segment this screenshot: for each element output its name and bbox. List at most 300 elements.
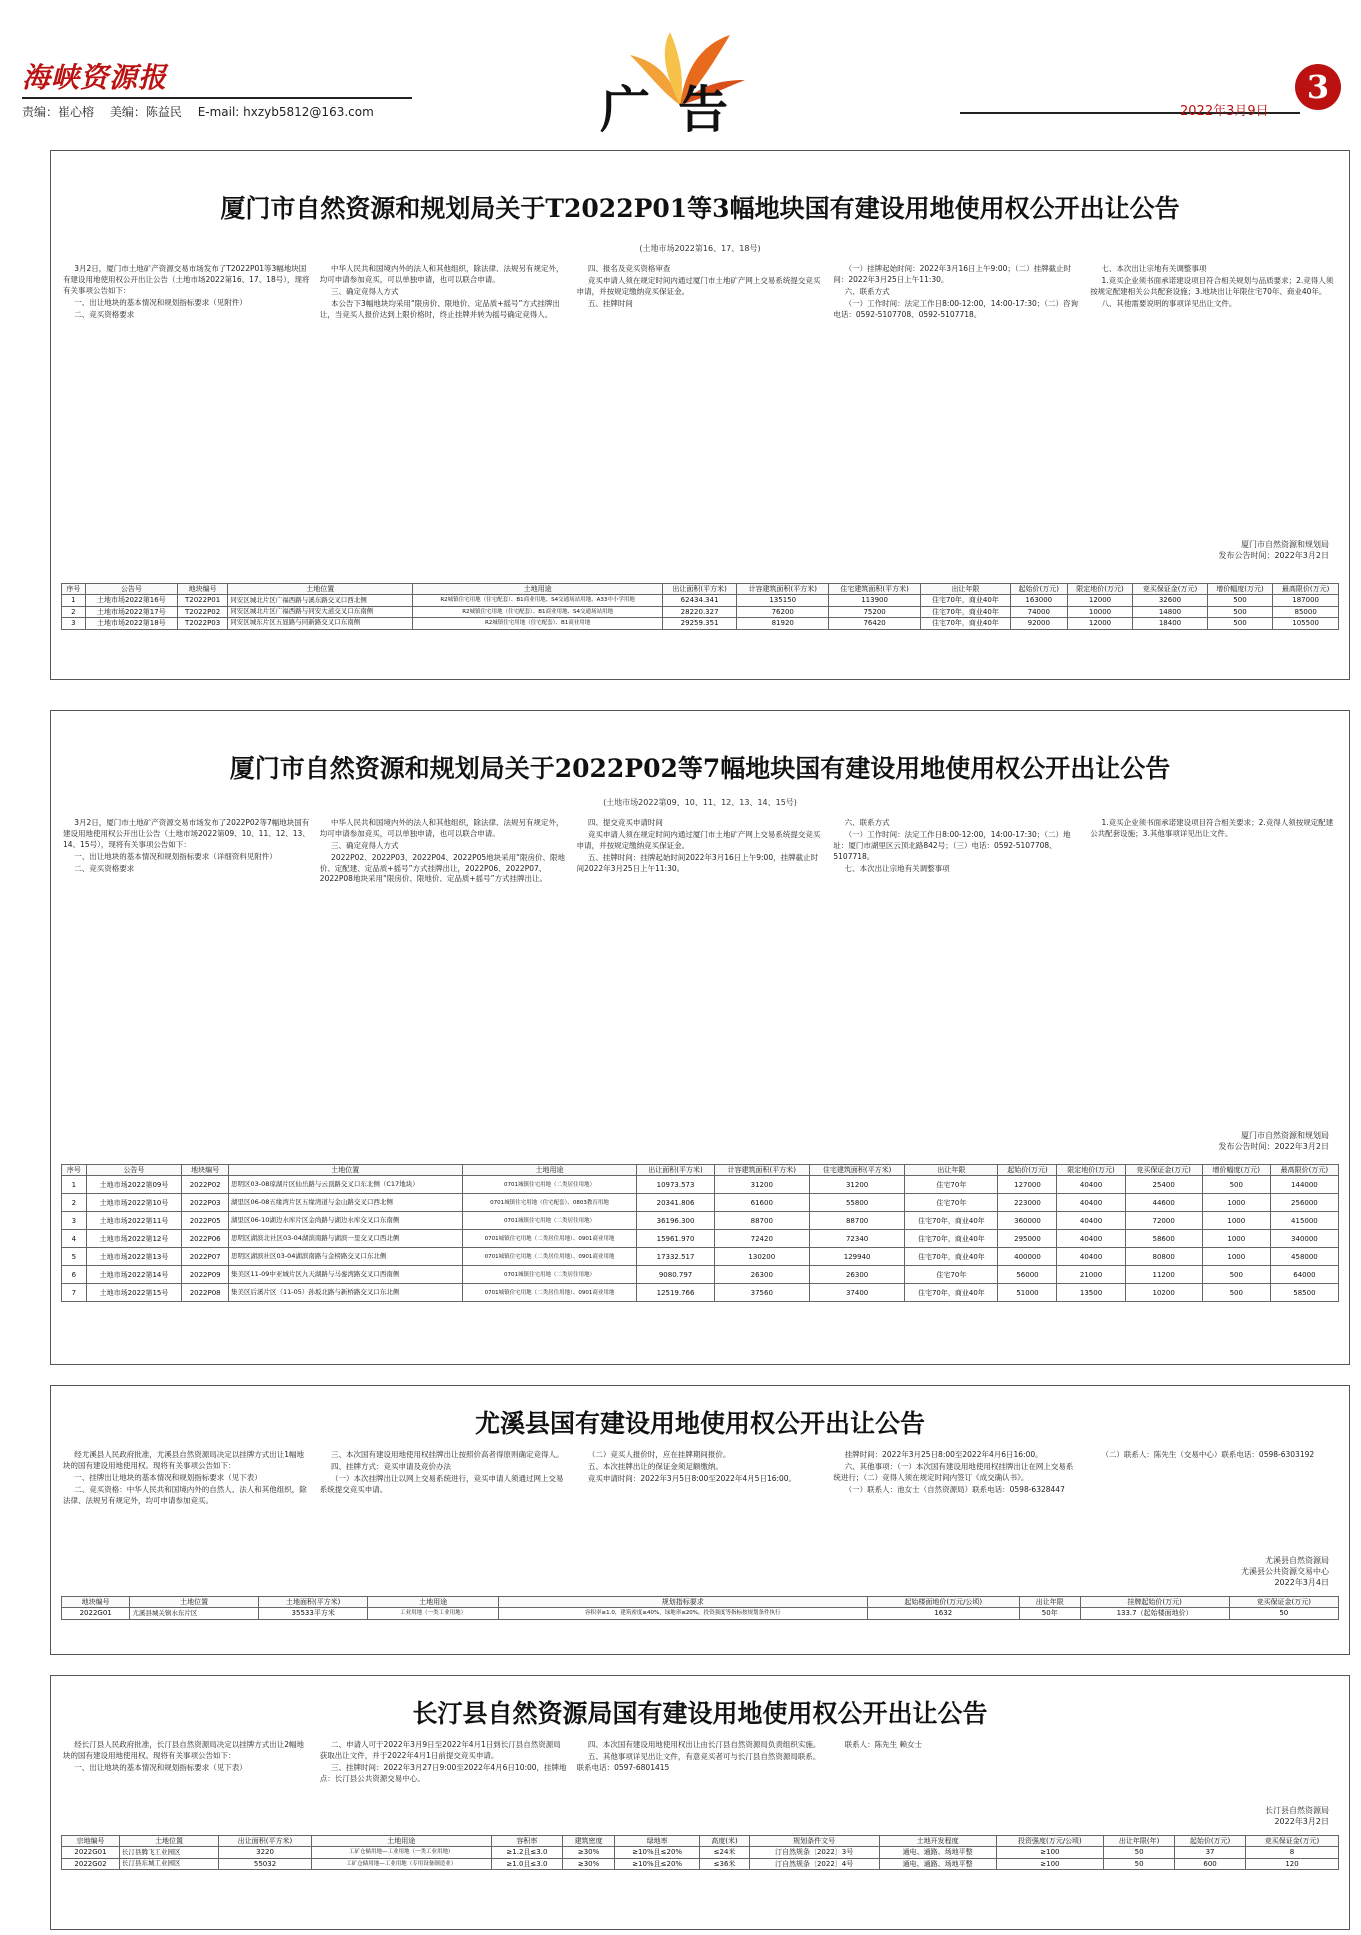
table-cell: 15961.970: [637, 1230, 714, 1248]
table-cell: 住宅70年: [905, 1266, 998, 1284]
column-header: 出让年限: [1019, 1597, 1080, 1608]
table-cell: 500: [1202, 1284, 1270, 1302]
masthead: [0, 0, 1361, 139]
paragraph: 本公告下3幅地块均采用“限房价、限地价、定品质+摇号”方式挂牌出让，当竞买人报价达到上限价格时，终止挂牌并转为摇号确定竞得人。: [319, 298, 560, 319]
paragraph: 竞买申请人须在规定时间内通过厦门市土地矿产网上交易系统提交竞买申请，并按规定缴纳竞买保证金。: [576, 829, 821, 850]
table-row: [62, 595, 1339, 606]
column-header: 高度(米): [700, 1836, 749, 1847]
table-cell: 415000: [1270, 1212, 1338, 1230]
table-cell: 土地市场2022第15号: [86, 1284, 182, 1302]
column-header: 地块编号: [62, 1597, 130, 1608]
table-cell: 思明区湖滨北社区03-04湖滨南路与湖滨一里交叉口西北侧: [229, 1230, 463, 1248]
sign-date: 2022年3月4日: [1274, 1578, 1329, 1587]
table-cell: 76420: [829, 618, 921, 629]
table-cell: 56000: [998, 1266, 1057, 1284]
table-cell: 同安区城北片区广福西路与同安大道交叉口东南侧: [228, 606, 413, 617]
column-header: 起始楼面地价(万元/公顷): [867, 1597, 1019, 1608]
column-header: 计容建筑面积(平方米): [714, 1165, 809, 1176]
credits: [22, 103, 386, 120]
table-cell: 37400: [809, 1284, 904, 1302]
text-column: [833, 1450, 1080, 1600]
table-cell: 458000: [1270, 1248, 1338, 1266]
table-cell: 工矿仓储用地—工业用地（专用设备制造业）: [311, 1858, 491, 1869]
table-cell: 32600: [1133, 595, 1207, 606]
column-header: 计容建筑面积(平方米): [737, 584, 829, 595]
table-cell: 37560: [714, 1284, 809, 1302]
text-column: [833, 818, 1080, 1148]
paragraph: （一）工作时间：法定工作日8:00-12:00，14:00-17:30；（二）地址：厦门市湖里区云顶北路842号；（三）电话：0592-5107708、5107718。: [833, 829, 1071, 861]
text-column: [577, 1740, 824, 1835]
table-cell: 76200: [737, 606, 829, 617]
paragraph: 七、本次出让宗地有关调整事项: [1101, 264, 1207, 273]
paragraph: （一）联系人：池女士（自然资源局）联系电话：0598-6328447: [844, 1484, 1065, 1494]
paragraph: 五、挂牌时间：挂牌起始时间2022年3月16日上午9:00，挂牌截止时间2022年3月25日上午11:30。: [576, 852, 819, 873]
paragraph: 二、竞买资格：中华人民共和国境内外的自然人、法人和其他组织，除法律、法规另有规定外，均可申请参加竞买。: [63, 1484, 307, 1505]
table-cell: 土地市场2022第09号: [86, 1176, 182, 1194]
table-cell: 住宅70年，商业40年: [905, 1230, 998, 1248]
table-cell: 集美区11-09中亚城片区九天湖路与马銮湾路交叉口西南侧: [229, 1266, 463, 1284]
paragraph: 二、竞买资格要求: [74, 863, 135, 873]
table-cell: 住宅70年，商业40年: [921, 618, 1011, 629]
table-cell: 50: [1229, 1608, 1338, 1619]
table-row: [62, 1176, 1339, 1194]
table-cell: 12000: [1067, 595, 1133, 606]
table-cell: 18400: [1133, 618, 1207, 629]
table-cell: T2022P02: [177, 606, 227, 617]
paragraph: 一、挂牌出让地块的基本情况和规划指标要求（见下表）: [74, 1472, 262, 1482]
table-cell: R2城镇住宅用地（住宅配套）、B1商业用地、S4交通场站用地、A33中小学用地: [413, 595, 663, 606]
table-cell: 44600: [1125, 1194, 1202, 1212]
notice-youxi: [50, 1385, 1350, 1655]
table-cell: 0701城镇住宅用地（二类居住用地）: [462, 1266, 637, 1284]
table-cell: 3220: [219, 1847, 312, 1858]
table-cell: 29259.351: [662, 618, 736, 629]
table-cell: 通电、通路、场地平整: [879, 1858, 996, 1869]
table-cell: 土地市场2022第10号: [86, 1194, 182, 1212]
paragraph: 六、联系方式: [844, 818, 890, 827]
paragraph: 三、确定竞得人方式: [331, 840, 399, 850]
table-cell: 400000: [998, 1248, 1057, 1266]
table-cell: 340000: [1270, 1230, 1338, 1248]
paragraph: 五、其他事项详见出让文件，有意竞买者可与长汀县自然资源局联系。联系电话：0597-6801415: [576, 1751, 821, 1772]
table-cell: 0701城镇住宅用地（二类居住用地）、0901商业用地: [462, 1284, 637, 1302]
table-cell: 2022G02: [62, 1858, 120, 1869]
column-header: 规划指标要求: [498, 1597, 867, 1608]
table-cell: 37: [1175, 1847, 1246, 1858]
column-header: 土地位置: [229, 1165, 463, 1176]
column-header: 土地用途: [311, 1836, 491, 1847]
column-header: 最高限价(万元): [1273, 584, 1339, 595]
table-cell: 1: [62, 595, 86, 606]
table-cell: 汀自然规条〔2022〕3号: [749, 1847, 879, 1858]
table-cell: ≥1.2且≤3.0: [491, 1847, 563, 1858]
paragraph: 四、报名及竞买资格审查: [587, 264, 671, 273]
notice-title: 厦门市自然资源和规划局关于2022P02等7幅地块国有建设用地使用权公开出让公告: [229, 754, 1171, 783]
table-cell: ≥100: [996, 1858, 1103, 1869]
text-column: [63, 1740, 310, 1835]
text-column: [63, 1450, 310, 1600]
column-header: 建筑密度: [563, 1836, 615, 1847]
table-cell: 汀自然规条〔2022〕4号: [749, 1858, 879, 1869]
table-cell: 80800: [1125, 1248, 1202, 1266]
table-cell: 64000: [1270, 1266, 1338, 1284]
table-cell: 4: [62, 1230, 87, 1248]
table-cell: ≥1.0且≤3.0: [491, 1858, 563, 1869]
table-cell: 61600: [714, 1194, 809, 1212]
text-column: [577, 264, 824, 549]
parcel-table: [61, 1164, 1339, 1302]
paragraph: 二、竞买资格要求: [74, 309, 135, 319]
table-cell: 土地市场2022第16号: [85, 595, 177, 606]
table-cell: 223000: [998, 1194, 1057, 1212]
column-header: 最高限价(万元): [1270, 1165, 1338, 1176]
paragraph: 四、本次国有建设用地使用权出让由长汀县自然资源局负责组织实施。: [587, 1740, 821, 1749]
table-cell: 2: [62, 1194, 87, 1212]
table-cell: 0701城镇住宅用地（二类居住用地）、0901商业用地: [462, 1248, 637, 1266]
column-header: 起始价(万元): [1010, 584, 1067, 595]
table-cell: 湖里区06-10湖边水库片区金尚路与湖边水库交叉口东南侧: [229, 1212, 463, 1230]
table-cell: 26300: [714, 1266, 809, 1284]
column-header: 起始价(万元): [1175, 1836, 1246, 1847]
paragraph: 联系人：陈先生 赖女士: [844, 1740, 923, 1749]
table-row: [62, 1266, 1339, 1284]
notice-title: 厦门市自然资源和规划局关于T2022P01等3幅地块国有建设用地使用权公开出让公告: [220, 194, 1180, 223]
column-header: 住宅建筑面积(平方米): [809, 1165, 904, 1176]
paragraph: 2022P02、2022P03、2022P04、2022P05地块采用“限房价、限地价、定配建、定品质+摇号”方式挂牌出让，2022P06、2022P07、2022P08地块采用“限房价、限地价、定品质+摇号”方式挂牌出让。: [319, 852, 566, 884]
column-header: 竞买保证金(万元): [1133, 584, 1207, 595]
text-column: [1090, 818, 1337, 1148]
table-cell: ≥30%: [563, 1847, 615, 1858]
table-cell: 62434.341: [662, 595, 736, 606]
table-cell: 工业用地（一类工业用地）: [368, 1608, 499, 1619]
table-cell: 50: [1104, 1858, 1175, 1869]
table-cell: 土地市场2022第12号: [86, 1230, 182, 1248]
table-cell: 55032: [219, 1858, 312, 1869]
table-cell: 住宅70年，商业40年: [905, 1284, 998, 1302]
paragraph: 一、出让地块的基本情况和规划指标要求（详细资料见附件）: [74, 851, 277, 861]
notice-xiamen-2022p02: [50, 710, 1350, 1365]
paragraph: 三、本次国有建设用地使用权挂牌出让按照价高者得原则确定竞得人。: [331, 1450, 564, 1459]
table-cell: 133.7（起始楼面地价）: [1080, 1608, 1229, 1619]
table-cell: 14800: [1133, 606, 1207, 617]
table-row: [62, 606, 1339, 617]
table-row: [62, 1230, 1339, 1248]
table-cell: 0701城镇住宅用地（二类居住用地）: [462, 1176, 637, 1194]
notice-body: [51, 1740, 1349, 1835]
column-header: 序号: [62, 1165, 87, 1176]
table-cell: 2022P03: [182, 1194, 229, 1212]
table-cell: 思明区湖滨社区03-04湖滨南路与金榜路交叉口东北侧: [229, 1248, 463, 1266]
issue-date: 2022年3月9日: [1180, 104, 1269, 119]
editor-credit: 责编：崔心榕: [22, 105, 95, 119]
text-column: [833, 1740, 1080, 1835]
table-cell: 住宅70年，商业40年: [905, 1212, 998, 1230]
text-column: [320, 1740, 567, 1835]
parcel-table: [61, 1835, 1339, 1870]
notice-body: [51, 1450, 1349, 1600]
table-cell: 10200: [1125, 1284, 1202, 1302]
paragraph: 三、挂牌时间：2022年3月27日9:00至2022年4月6日10:00，挂牌地点：长汀县公共资源交易中心。: [319, 1762, 567, 1783]
table-cell: ≥100: [996, 1847, 1103, 1858]
table-cell: 11200: [1125, 1266, 1202, 1284]
table-cell: 同安区城东片区五显路与同新路交叉口东南侧: [228, 618, 413, 629]
column-header: 土地位置: [120, 1836, 219, 1847]
table-cell: 13500: [1057, 1284, 1125, 1302]
table-cell: 88700: [714, 1212, 809, 1230]
column-header: 地块编号: [177, 584, 227, 595]
column-header: 宗地编号: [62, 1836, 120, 1847]
paragraph: 五、挂牌时间: [587, 298, 633, 308]
table-cell: 住宅70年，商业40年: [921, 595, 1011, 606]
paragraph: 竞买申请人须在规定时间内通过厦门市土地矿产网上交易系统提交竞买申请，并按规定缴纳竞买保证金。: [576, 275, 821, 296]
paragraph: （二）联系人：陈先生（交易中心）联系电话：0598-6303192: [1101, 1450, 1315, 1459]
paragraph: 挂牌时间：2022年3月25日8:00至2022年4月6日16:00。: [844, 1450, 1043, 1459]
table-cell: 500: [1207, 595, 1273, 606]
table-cell: 74000: [1010, 606, 1067, 617]
parcel-table: [61, 583, 1339, 630]
table-cell: 55800: [809, 1194, 904, 1212]
text-column: [63, 264, 310, 549]
column-header: 地块编号: [182, 1165, 229, 1176]
column-header: 土地用途: [413, 584, 663, 595]
paragraph: 四、挂牌方式：竞买申请及竞价办法: [331, 1461, 452, 1471]
table-cell: 113900: [829, 595, 921, 606]
table-cell: 通电、通路、场地平整: [879, 1847, 996, 1858]
table-cell: 7: [62, 1284, 87, 1302]
table-cell: 21000: [1057, 1266, 1125, 1284]
page-number: 3: [1295, 64, 1341, 110]
text-column: [577, 1450, 824, 1600]
table-cell: 31200: [714, 1176, 809, 1194]
table-cell: 2022P05: [182, 1212, 229, 1230]
table-row: [62, 1608, 1339, 1619]
table-cell: ≥10%且≤20%: [614, 1858, 700, 1869]
table-cell: 0701城镇住宅用地（二类居住用地）: [462, 1212, 637, 1230]
table-cell: 2022P08: [182, 1284, 229, 1302]
notice-body: [51, 818, 1349, 1148]
table-cell: 容积率≥1.0，建筑密度≥40%，绿地率≤20%，投资强度等指标按规划条件执行: [498, 1608, 867, 1619]
column-header: 出让年限: [921, 584, 1011, 595]
table-cell: 湖里区06-08五缘湾片区五缘湾道与金山路交叉口西北侧: [229, 1194, 463, 1212]
table-cell: 72000: [1125, 1212, 1202, 1230]
text-column: [320, 264, 567, 549]
column-header: 竞买保证金(万元): [1229, 1597, 1338, 1608]
column-header: 增价幅度(万元): [1202, 1165, 1270, 1176]
table-cell: 2022P07: [182, 1248, 229, 1266]
paragraph: （一）本次挂牌出让以网上交易系统进行，竞买申请人须通过网上交易系统提交竞买申请。: [319, 1473, 564, 1494]
notice-subtitle: (土地市场2022第16、17、18号): [639, 244, 761, 253]
table-cell: 土地市场2022第18号: [85, 618, 177, 629]
sign-date: 2022年3月2日: [1274, 1817, 1329, 1826]
column-header: 绿地率: [614, 1836, 700, 1847]
column-header: 出让面积(平方米): [662, 584, 736, 595]
table-cell: 17332.517: [637, 1248, 714, 1266]
table-cell: T2022P03: [177, 618, 227, 629]
divider: [22, 97, 412, 99]
table-cell: 72420: [714, 1230, 809, 1248]
table-row: [62, 1212, 1339, 1230]
paragraph: （一）挂牌起始时间：2022年3月16日上午9:00；（二）挂牌截止时间：2022年3月25日上午11:30。: [833, 264, 1072, 284]
table-cell: 2022P09: [182, 1266, 229, 1284]
table-cell: 600: [1175, 1858, 1246, 1869]
table-cell: 256000: [1270, 1194, 1338, 1212]
table-cell: 8: [1246, 1847, 1339, 1858]
paragraph: 六、其他事项：（一）本次国有建设用地使用权挂牌出让在网上交易系统进行；（二）竞得人须在规定时间内签订《成交确认书》。: [833, 1461, 1074, 1482]
sign-date: 发布公告时间：2022年3月2日: [1218, 551, 1329, 560]
column-header: 公告号: [86, 1165, 182, 1176]
table-cell: 思明区03-08琼湖片区仙岳路与云顶路交叉口东北侧（C17地块）: [229, 1176, 463, 1194]
table-cell: 2022G01: [62, 1847, 120, 1858]
paragraph: 中华人民共和国境内外的法人和其他组织，除法律、法规另有规定外，均可申请参加竞买，可以单独申请，也可以联合申请。: [319, 818, 564, 838]
paragraph: （一）工作时间：法定工作日8:00-12:00，14:00-17:30；（二）咨询电话：0592-5107708、0592-5107718。: [833, 298, 1078, 319]
table-row: [62, 618, 1339, 629]
table-cell: 2022P02: [182, 1176, 229, 1194]
column-header: 出让年限(年): [1104, 1836, 1175, 1847]
table-cell: 10000: [1067, 606, 1133, 617]
column-header: 出让年限: [905, 1165, 998, 1176]
table-cell: 工矿仓储用地—工业用地（一类工业用地）: [311, 1847, 491, 1858]
table-cell: 5: [62, 1248, 87, 1266]
table-row: [62, 1847, 1339, 1858]
paragraph: 3月2日，厦门市土地矿产资源交易市场发布了T2022P01等3幅地块国有建设用地使用权公开出让公告（土地市场2022第16、17、18号），现将有关事项公告如下：: [63, 264, 310, 295]
column-header: 限定地价(万元): [1057, 1165, 1125, 1176]
paragraph: 1.竞买企业须书面承诺建设项目符合相关规划与品质要求；2.竞得人须按规定配建相关公共配套设施；3.地块出让年限住宅70年、商业40年。: [1090, 275, 1334, 296]
table-cell: 92000: [1010, 618, 1067, 629]
text-column: [320, 818, 567, 1148]
table-cell: 1000: [1202, 1248, 1270, 1266]
table-cell: 3: [62, 1212, 87, 1230]
table-cell: 12519.766: [637, 1284, 714, 1302]
table-cell: 40400: [1057, 1176, 1125, 1194]
table-cell: 81920: [737, 618, 829, 629]
table-cell: ≥10%且≤20%: [614, 1847, 700, 1858]
table-cell: 0701城镇住宅用地（二类居住用地）、0901商业用地: [462, 1230, 637, 1248]
table-cell: 36196.300: [637, 1212, 714, 1230]
table-cell: 2022P06: [182, 1230, 229, 1248]
paragraph: 中华人民共和国境内外的法人和其他组织，除法律、法规另有规定外，均可申请参加竞买，可以单独申请，也可以联合申请。: [319, 264, 564, 284]
table-cell: 1000: [1202, 1212, 1270, 1230]
column-header: 公告号: [85, 584, 177, 595]
column-header: 土地位置: [228, 584, 413, 595]
table-row: [62, 1858, 1339, 1869]
section-title: 广告: [600, 80, 756, 139]
table-cell: 500: [1202, 1266, 1270, 1284]
column-header: 起始价(万元): [998, 1165, 1057, 1176]
table-cell: 集美区后溪片区（11-05）孙坂北路与新桥路交叉口东北侧: [229, 1284, 463, 1302]
column-header: 土地用途: [462, 1165, 637, 1176]
signer: 厦门市自然资源和规划局: [1241, 540, 1329, 549]
notice-body: [51, 264, 1349, 549]
signer: 尤溪县公共资源交易中心: [1241, 1567, 1329, 1576]
text-column: [320, 1450, 567, 1600]
paragraph: 经长汀县人民政府批准，长汀县自然资源局决定以挂牌方式出让2幅地块的国有建设用地使用权。现将有关事项公告如下：: [63, 1740, 305, 1760]
paragraph: 八、其他需要说明的事项详见出让文件。: [1101, 298, 1237, 308]
table-cell: 土地市场2022第11号: [86, 1212, 182, 1230]
table-cell: 31200: [809, 1176, 904, 1194]
table-cell: 2022G01: [62, 1608, 130, 1619]
table-cell: 住宅70年: [905, 1194, 998, 1212]
table-cell: ≥30%: [563, 1858, 615, 1869]
table-cell: 295000: [998, 1230, 1057, 1248]
column-header: 规划条件文号: [749, 1836, 879, 1847]
table-cell: 58500: [1270, 1284, 1338, 1302]
table-cell: 40400: [1057, 1194, 1125, 1212]
paragraph: 一、出让地块的基本情况和规划指标要求（见附件）: [74, 297, 247, 307]
notice-subtitle: (土地市场2022第09、10、11、12、13、14、15号): [603, 798, 797, 807]
paragraph: 经尤溪县人民政府批准，尤溪县自然资源局决定以挂牌方式出让1幅地块的国有建设用地使用权。现将有关事项公告如下：: [63, 1450, 305, 1470]
table-row: [62, 1194, 1339, 1212]
column-header: 投资强度(万元/公顷): [996, 1836, 1103, 1847]
table-cell: 25400: [1125, 1176, 1202, 1194]
notice-title: 尤溪县国有建设用地使用权公开出让公告: [474, 1409, 925, 1438]
table-cell: 6: [62, 1266, 87, 1284]
newspaper-logo: 海峡资源报: [22, 61, 168, 94]
table-cell: 土地市场2022第13号: [86, 1248, 182, 1266]
table-cell: 1000: [1202, 1230, 1270, 1248]
table-cell: 1632: [867, 1608, 1019, 1619]
column-header: 土地面积(平方米): [259, 1597, 368, 1608]
column-header: 竞买保证金(万元): [1125, 1165, 1202, 1176]
table-cell: 500: [1207, 618, 1273, 629]
column-header: 土地开发程度: [879, 1836, 996, 1847]
paragraph: 竞买申请时间：2022年3月5日8:00至2022年4月5日16:00。: [587, 1473, 797, 1483]
column-header: 容积率: [491, 1836, 563, 1847]
table-cell: 40400: [1057, 1230, 1125, 1248]
table-cell: T2022P01: [177, 595, 227, 606]
table-cell: 51000: [998, 1284, 1057, 1302]
table-cell: 长汀县东城工业园区: [120, 1858, 219, 1869]
paragraph: 二、申请人可于2022年3月9日至2022年4月1日到长汀县自然资源局获取出让文件，并于2022年4月1日前提交竞买申请。: [319, 1740, 561, 1760]
table-cell: ≤36米: [700, 1858, 749, 1869]
text-column: [577, 818, 824, 1148]
text-column: [1090, 264, 1337, 549]
table-row: [62, 1284, 1339, 1302]
designer-credit: 美编：陈益民: [109, 105, 182, 119]
paragraph: 六、联系方式: [844, 286, 890, 296]
table-cell: 144000: [1270, 1176, 1338, 1194]
column-header: 住宅建筑面积(平方米): [829, 584, 921, 595]
table-cell: 住宅70年，商业40年: [905, 1248, 998, 1266]
table-cell: 28220.327: [662, 606, 736, 617]
column-header: 增价幅度(万元): [1207, 584, 1273, 595]
table-cell: R2城镇住宅用地（住宅配套）、B1商业用地、S4交通场站用地: [413, 606, 663, 617]
table-cell: 2: [62, 606, 86, 617]
table-cell: 105500: [1273, 618, 1339, 629]
table-cell: 26300: [809, 1266, 904, 1284]
table-cell: 500: [1202, 1176, 1270, 1194]
paragraph: 三、确定竞得人方式: [331, 286, 399, 296]
table-cell: 130200: [714, 1248, 809, 1266]
paragraph: 1.竞买企业须书面承诺建设项目符合相关要求；2.竞得人须按规定配建公共配套设施；3.其他事项详见出让文件。: [1090, 818, 1334, 838]
table-cell: 129940: [809, 1248, 904, 1266]
paragraph: 四、提交竞买申请时间: [587, 818, 663, 827]
table-cell: 长汀县腾飞工业园区: [120, 1847, 219, 1858]
table-cell: 土地市场2022第17号: [85, 606, 177, 617]
table-cell: 75200: [829, 606, 921, 617]
table-cell: 1000: [1202, 1194, 1270, 1212]
table-cell: 85000: [1273, 606, 1339, 617]
table-cell: 12000: [1067, 618, 1133, 629]
column-header: 土地用途: [368, 1597, 499, 1608]
table-cell: 187000: [1273, 595, 1339, 606]
paragraph: 五、本次挂牌出让的保证金须足额缴纳。: [587, 1461, 723, 1471]
table-cell: 35533平方米: [259, 1608, 368, 1619]
table-cell: 72340: [809, 1230, 904, 1248]
email-credit: E-mail: hxzyb5812@163.com: [197, 105, 374, 119]
table-cell: 127000: [998, 1176, 1057, 1194]
table-cell: 同安区城北片区广福西路与溪东路交叉口西北侧: [228, 595, 413, 606]
table-cell: R2城镇住宅用地（住宅配套）、B1商业用地: [413, 618, 663, 629]
